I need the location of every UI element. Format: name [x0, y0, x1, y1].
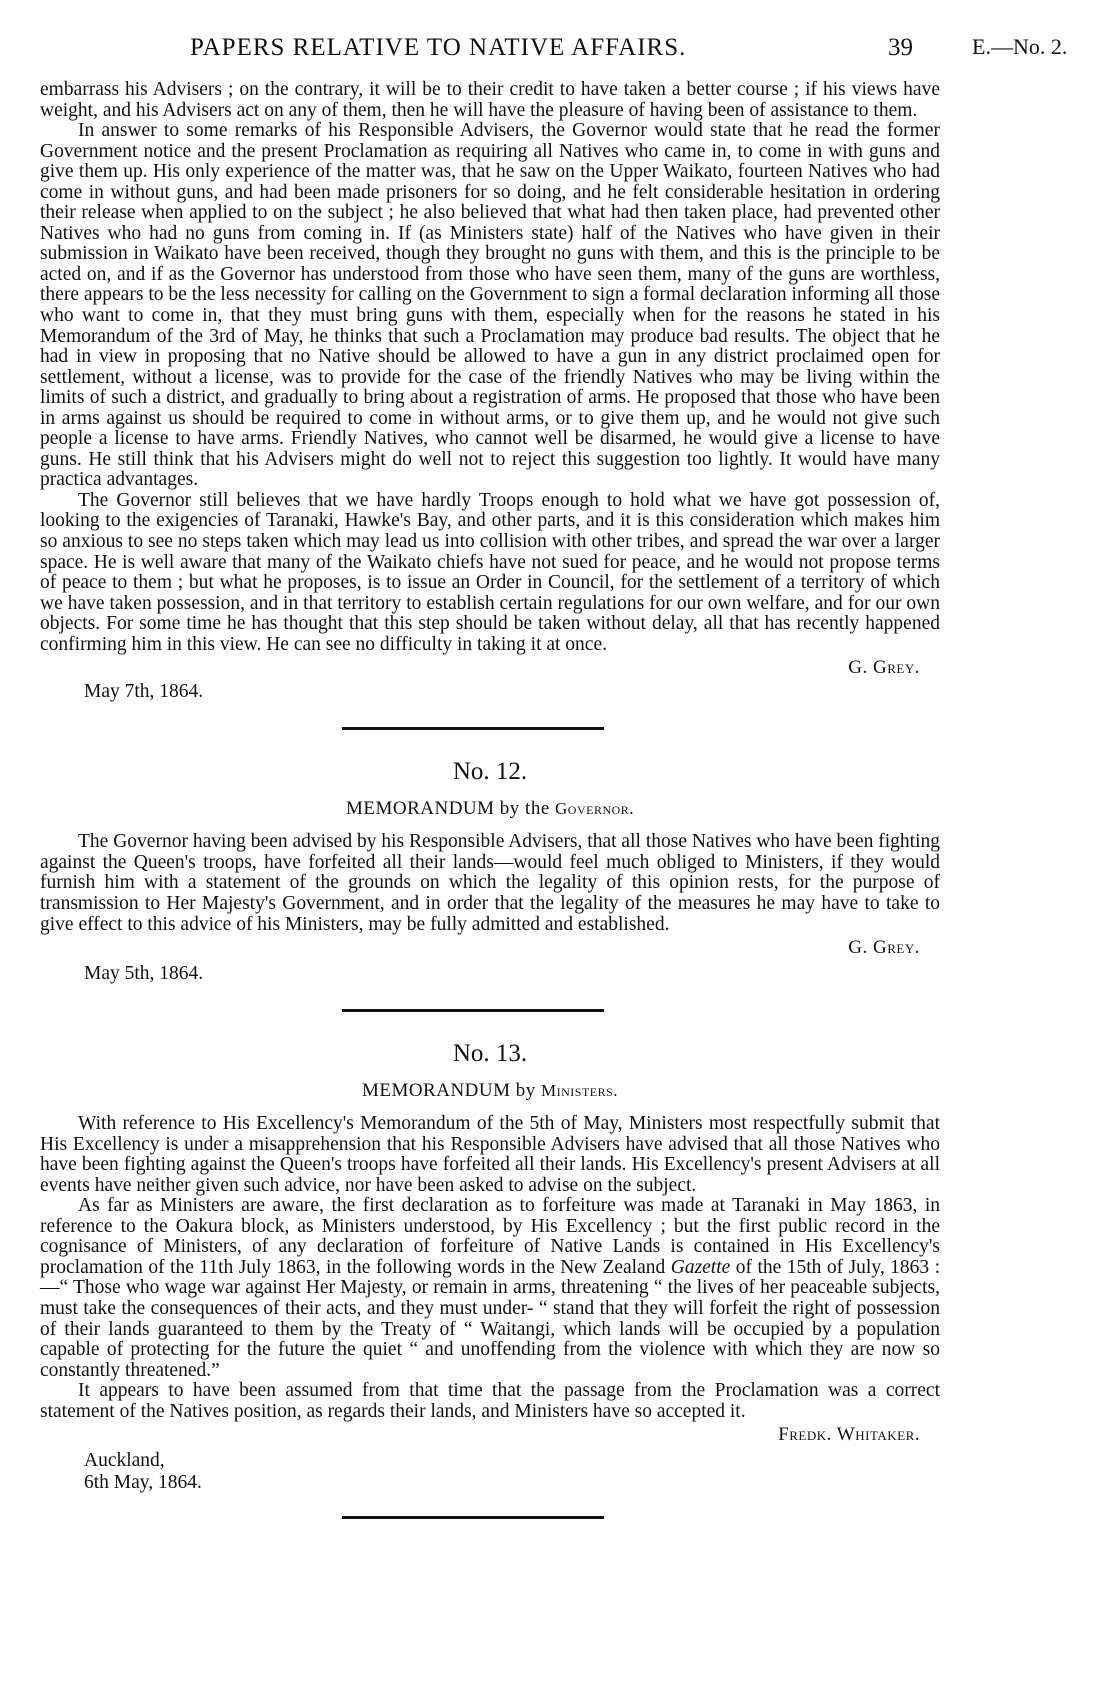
memorandum-author: Ministers.	[541, 1081, 619, 1101]
paragraph: The Governor having been advised by his Responsible Advisers, that all those Natives who have been fighting against the Queen's troops, have forfeited all their lands—would feel much obliged to Ministers, if they would furnish him with a statement of the grounds on which the legality of this opinion rests, for the purpose of transmission to Her Majesty's Government, and in order that the legality of the measures he may have to take to give effect to this advice of his Ministers, may be fully admitted and established.	[40, 831, 940, 935]
page-body	[40, 80, 940, 1519]
memorandum-label: MEMORANDUM by the	[345, 798, 550, 820]
paragraph-text: As far as Ministers are aware, the first declaration as to forfeiture was made at Taranaki in May 1863, in reference to the Oakura block, as Ministers understood, by His Excellency ; but the first public record in the cognisance of Ministers, of any declaration of forfeiture of Native Lands is contained in His Excellency's proclamation of the 11th July 1863, in the following words in the New Zealand	[40, 1195, 940, 1278]
memorandum-heading	[40, 798, 940, 820]
memo-date: May 5th, 1864.	[84, 963, 204, 985]
section-divider	[342, 727, 604, 730]
proclamation-quote: of the 15th of July, 1863 :—“ Those who wage war against Her Majesty, or remain in arms, threatening “ the lives of her peaceable subjects, must take the consequences of their acts, and they must under- “ stand that they will forfeit the right of possession of their lands guaranteed to them by the Treaty of “ Waitangi, which lands will be occupied by a population capable of protecting for the future the quiet “ and unoffending from the violence with which they are now so constantly threatened.”	[40, 1256, 941, 1381]
section-divider	[342, 1516, 604, 1519]
paragraph: In answer to some remarks of his Responsible Advisers, the Governor would state that he read the former Government notice and the present Proclamation as requiring all Natives who came in, to come in with guns and give them up. His only experience of the matter was, that he saw on the Upper Waikato, fourteen Natives who had come in without guns, and had been made prisoners for so doing, and he felt considerable hesitation in ordering their release when applied to on the subject ; he also believed that what had then taken place, had prevented other Natives who had no guns from coming in. If (as Ministers state) half of the Natives who have given in their submission in Waikato have been received, though they brought no guns with them, and this is the principle to be acted on, and if as the Governor has understood from those who have seen them, many of the guns are worthless, there appears to be the less necessity for calling on the Government to sign a formal declaration informing all those who want to come in, that they must bring guns with them, especially when for the reasons he stated in his Memorandum of the 3rd of May, he thinks that such a Proclamation may produce bad results. The object that he had in view in proposing that no Native should be allowed to have a gun in any district proclaimed open for settlement, without a license, was to provide for the case of the friendly Natives who may be living within the limits of such a district, and gradually to bring about a registration of arms. He proposed that those who have been in arms against us should be required to come in without arms, or to give them up, and he would not give such people a license to have arms. Friendly Natives, who cannot well be disarmed, he would give a license to have guns. He still think that his Advisers might do well not to reject this suggestion too lightly. It would have many practica advantages.	[40, 120, 940, 491]
paragraph: It appears to have been assumed from that time that the passage from the Proclamation was a correct statement of the Natives position, as regards their lands, and Ministers have so accepted it.	[40, 1380, 940, 1422]
page-header	[0, 34, 1114, 64]
page-number: 39	[888, 34, 913, 61]
memorandum-heading	[40, 1080, 940, 1102]
memorandum-continuation	[40, 80, 940, 703]
section-divider	[342, 1009, 604, 1012]
section-number: No. 13.	[452, 1040, 528, 1068]
signature: G. Grey.	[848, 657, 920, 679]
paragraph	[40, 1196, 940, 1381]
paragraph: The Governor still believes that we have hardly Troops enough to hold what we have got possession of, looking to the exigencies of Taranaki, Hawke's Bay, and other parts, and it is this consideration which makes him so anxious to see no steps taken which may lead us into collision with other tribes, and spread the war over a larger space. He is well aware that many of the Waikato chiefs have not sued for peace, and he would not propose terms of peace to them ; but what he proposes, is to issue an Order in Council, for the settlement of a territory of which we have taken possession, and in that territory to establish certain regulations for our own welfare, and for our own objects. For some time he has thought that this step should be taken without delay, all that has recently happened confirming him in this view. He can see no difficulty in taking it at once.	[40, 489, 940, 655]
paragraph: embarrass his Advisers ; on the contrary, it will be to their credit to have taken a better course ; if his views have weight, and his Advisers act on any of them, then he will have the pleasure of having been of assistance to them.	[40, 79, 940, 121]
paragraph: With reference to His Excellency's Memorandum of the 5th of May, Ministers most respectfully submit that His Excellency is under a misapprehension that his Responsible Advisers have advised that all those Natives who have been fighting against the Queen's troops have forfeited all their lands. His Excellency's present Advisers at all events have neither given such advice, nor have been asked to advise on the subject.	[40, 1113, 940, 1196]
memo-date: May 7th, 1864.	[84, 681, 204, 703]
memorandum-no-13	[40, 1040, 940, 1494]
gazette-title: Gazette	[670, 1256, 731, 1278]
running-title: PAPERS RELATIVE TO NATIVE AFFAIRS.	[190, 34, 687, 61]
memorandum-label: MEMORANDUM by	[361, 1080, 536, 1102]
memo-date: 6th May, 1864.	[84, 1472, 202, 1494]
memorandum-no-12	[40, 758, 940, 985]
section-number: No. 12.	[452, 758, 528, 786]
memorandum-author: Governor.	[555, 799, 635, 819]
document-reference: E.—No. 2.	[972, 34, 1068, 59]
signature: G. Grey.	[848, 937, 920, 959]
memo-place: Auckland,	[84, 1450, 165, 1472]
signature: Fredk. Whitaker.	[778, 1424, 920, 1446]
